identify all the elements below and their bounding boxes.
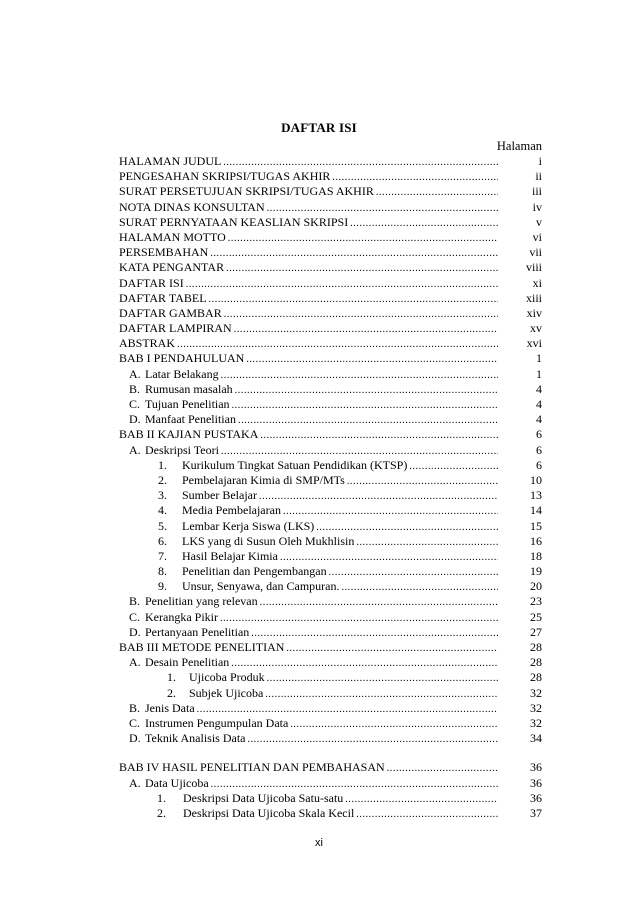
toc-chapter: BAB I PENDAHULUAN ..... 1 — [119, 351, 542, 366]
toc-section: A. Desain Penelitian ..... 28 — [119, 655, 542, 670]
toc-section: A. Deskripsi Teori ..... 6 — [119, 443, 542, 458]
toc-entry: NOTA DINAS KONSULTAN ..... iv — [119, 200, 542, 215]
toc-subsection: 1. Kurikulum Tingkat Satuan Pendidikan (KTSP) ..... 6 — [119, 458, 542, 473]
toc-entry: ABSTRAK ..... xvi — [119, 336, 542, 351]
toc-section: C. Kerangka Pikir ..... 25 — [119, 610, 542, 625]
toc-entry: SURAT PERNYATAAN KEASLIAN SKRIPSI ..... v — [119, 215, 542, 230]
toc-section: A. Latar Belakang ..... 1 — [119, 367, 542, 382]
toc-chapter: BAB IV HASIL PENELITIAN DAN PEMBAHASAN ..... 36 — [119, 760, 542, 775]
page-column-header: Halaman — [496, 139, 542, 153]
toc-subsection: 5. Lembar Kerja Siswa (LKS) ..... 15 — [119, 519, 542, 534]
toc-entry: DAFTAR ISI ..... xi — [119, 276, 542, 291]
toc-section: B. Penelitian yang relevan ..... 23 — [119, 594, 542, 609]
toc-subsection: 1. Ujicoba Produk ..... 28 — [119, 670, 542, 685]
toc-section: D. Pertanyaan Penelitian ..... 27 — [119, 625, 542, 640]
toc-entry: PENGESAHAN SKRIPSI/TUGAS AKHIR ..... ii — [119, 169, 542, 184]
toc-section: C. Instrumen Pengumpulan Data ..... 32 — [119, 716, 542, 731]
toc-section: B. Jenis Data ..... 32 — [119, 701, 542, 716]
toc-chapter: BAB II KAJIAN PUSTAKA ..... 6 — [119, 427, 542, 442]
toc-subsection: 4. Media Pembelajaran ..... 14 — [119, 503, 542, 518]
toc-entry: DAFTAR GAMBAR ..... xiv — [119, 306, 542, 321]
toc-subsection: 6. LKS yang di Susun Oleh Mukhlisin ..... 16 — [119, 534, 542, 549]
toc-entry: PERSEMBAHAN ..... vii — [119, 245, 542, 260]
toc-entry: DAFTAR LAMPIRAN ..... xv — [119, 321, 542, 336]
page-title: DAFTAR ISI — [281, 120, 357, 135]
toc-entry: HALAMAN JUDUL ..... i — [119, 154, 542, 169]
toc-section: A. Data Ujicoba ..... 36 — [119, 776, 542, 791]
toc-subsection: 2. Deskripsi Data Ujicoba Skala Kecil ..... 37 — [119, 806, 542, 821]
toc-subsection: 2. Subjek Ujicoba ..... 32 — [119, 686, 542, 701]
toc-section: D. Manfaat Penelitian ..... 4 — [119, 412, 542, 427]
table-of-contents — [119, 154, 542, 821]
toc-subsection: 8. Penelitian dan Pengembangan ..... 19 — [119, 564, 542, 579]
toc-entry: HALAMAN MOTTO ..... vi — [119, 230, 542, 245]
toc-entry: DAFTAR TABEL ..... xiii — [119, 291, 542, 306]
toc-subsection: 3. Sumber Belajar ..... 13 — [119, 488, 542, 503]
toc-subsection: 9. Unsur, Senyawa, dan Campuran. ..... 20 — [119, 579, 542, 594]
toc-subsection: 1. Deskripsi Data Ujicoba Satu-satu ..... 36 — [119, 791, 542, 806]
toc-subsection: 7. Hasil Belajar Kimia ..... 18 — [119, 549, 542, 564]
toc-section: C. Tujuan Penelitian ..... 4 — [119, 397, 542, 412]
toc-section: D. Teknik Analisis Data ..... 34 — [119, 731, 542, 746]
toc-entry: SURAT PERSETUJUAN SKRIPSI/TUGAS AKHIR ..... iii — [119, 184, 542, 199]
toc-chapter: BAB III METODE PENELITIAN ..... 28 — [119, 640, 542, 655]
footer-page-number: xi — [315, 837, 323, 849]
toc-section: B. Rumusan masalah ..... 4 — [119, 382, 542, 397]
toc-entry: KATA PENGANTAR ..... viii — [119, 260, 542, 275]
toc-subsection: 2. Pembelajaran Kimia di SMP/MTs ..... 10 — [119, 473, 542, 488]
